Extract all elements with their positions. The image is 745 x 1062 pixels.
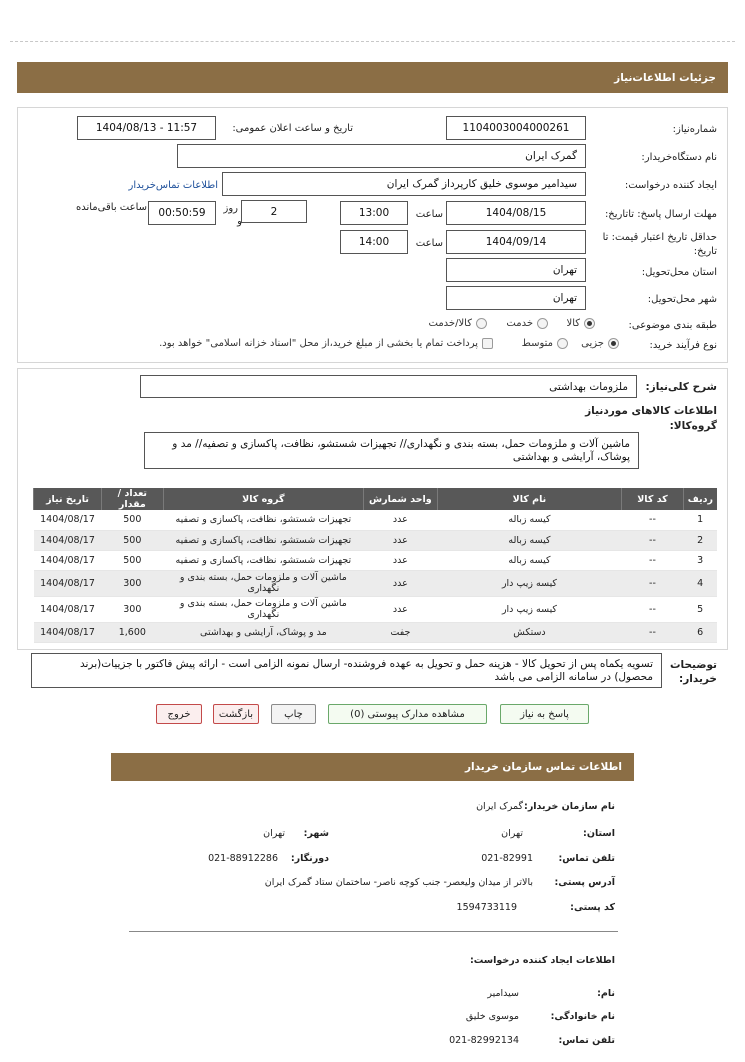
- category-option-goods[interactable]: کالا: [566, 318, 595, 329]
- price-validity-time-label: ساعت: [415, 238, 443, 249]
- process-option-minor[interactable]: جزیی: [581, 338, 619, 349]
- col-header-row-number: ردیف: [683, 488, 717, 510]
- days-label: روز: [223, 203, 238, 214]
- table-row: 6 -- دستکش جفت مد و پوشاک، آرایشی و بهداشتی 1,600 1404/08/17: [34, 622, 718, 642]
- category-label: طبقه بندی موضوعی:: [628, 320, 717, 331]
- col-header-date: تاریخ نیاز: [34, 488, 102, 510]
- deadline-date-field: 1404/08/15: [446, 201, 586, 225]
- category-option-service[interactable]: خدمت: [506, 318, 548, 329]
- contact-address-value: بالاتر از میدان ولیعصر- جنب کوچه ناصر- ساختمان ستاد گمرک ایران: [264, 877, 533, 888]
- table-row: 5 -- کیسه زیپ دار عدد ماشین آلات و ملزومات حمل، بسته بندی و نگهداری 300 1404/08/17: [34, 596, 718, 622]
- category-option-goods-service[interactable]: کالا/خدمت: [429, 318, 488, 329]
- contact-fax-value: 021-88912286: [208, 853, 278, 864]
- goods-group-text: ماشین آلات و ملزومات حمل، بسته بندی و نگهداری// تجهیزات شستشو، نظافت، پاکسازی و تصفیه// مد و پوشاک، آرایشی و بهداشتی: [172, 437, 630, 463]
- contact-phone-label: تلفن تماس:: [558, 853, 615, 864]
- city-label: شهر محل‌تحویل:: [647, 294, 717, 305]
- process-label: نوع فرآیند خرید:: [649, 340, 717, 351]
- contact-postal-value: 1594733119: [456, 902, 517, 913]
- contact-info-link[interactable]: اطلاعات تماس‌خریدار: [128, 180, 218, 191]
- province-label: استان محل‌تحویل:: [641, 267, 717, 278]
- items-table: [33, 488, 717, 643]
- back-button[interactable]: بازگشت: [213, 704, 259, 724]
- creator-family-label: نام خانوادگی:: [550, 1011, 615, 1022]
- buyer-notes-label: توضیحات خریدار:: [669, 659, 717, 685]
- table-row: 1 -- کیسه زباله عدد تجهیزات شستشو، نظافت، پاکسازی و تصفیه 500 1404/08/17: [34, 510, 718, 530]
- deadline-time-label: ساعت: [415, 209, 443, 220]
- exit-button[interactable]: خروج: [156, 704, 202, 724]
- buyer-notes-text: تسویه یکماه پس از تحویل کالا - هزینه حمل و تحویل به عهده فروشنده- ارسال نمونه الزامی است - ارائه پیش فاکتور با جزییات(برند محصول) در سامانه الزامی می باشد: [80, 657, 653, 683]
- buyer-notes-field: [31, 653, 662, 688]
- description-field: ملزومات بهداشتی: [140, 375, 637, 398]
- price-validity-label: حداقل تاریخ اعتبار قیمت: تا تاریخ:: [602, 232, 717, 257]
- contact-header: [111, 753, 634, 781]
- checkbox-icon: [482, 338, 493, 349]
- creator-name-label: نام:: [597, 988, 615, 999]
- col-header-quantity: تعداد / مقدار: [101, 488, 163, 510]
- radio-icon: [537, 318, 548, 329]
- contact-fax-label: دورنگار:: [290, 853, 329, 864]
- province-field: تهران: [446, 258, 586, 282]
- creator-field: سیدامیر موسوی خلیق کارپرداز گمرک ایران: [222, 172, 586, 196]
- remaining-time-field: 00:50:59: [148, 201, 216, 225]
- radio-icon: [608, 338, 619, 349]
- panel-header: [17, 62, 728, 93]
- contact-phone-value: 021-82991: [481, 853, 533, 864]
- creator-label: ایجاد کننده درخواست:: [624, 180, 717, 191]
- contact-divider: [129, 931, 618, 932]
- contact-city-label: شهر:: [303, 828, 329, 839]
- top-divider: [10, 41, 735, 42]
- goods-group-field: [144, 432, 639, 469]
- creator-info-title: اطلاعات ایجاد کننده درخواست:: [469, 955, 615, 966]
- remaining-label: ساعت باقی‌مانده: [75, 202, 147, 213]
- col-header-group: گروه کالا: [163, 488, 363, 510]
- goods-group-label: گروه‌کالا:: [669, 420, 717, 432]
- deadline-time-field: 13:00: [340, 201, 408, 225]
- print-button[interactable]: چاپ: [271, 704, 316, 724]
- radio-icon: [476, 318, 487, 329]
- contact-address-label: آدرس پستی:: [554, 877, 615, 888]
- table-header-row: [34, 488, 718, 510]
- price-validity-date-field: 1404/09/14: [446, 230, 586, 254]
- payment-checkbox[interactable]: پرداخت تمام یا بخشی از مبلغ خرید،از محل "اسناد خزانه اسلامی" خواهد بود.: [159, 338, 493, 349]
- contact-title: اطلاعات تماس سازمان خریدار: [465, 761, 622, 773]
- table-row: 2 -- کیسه زباله عدد تجهیزات شستشو، نظافت، پاکسازی و تصفیه 500 1404/08/17: [34, 530, 718, 550]
- contact-city-value: تهران: [263, 828, 285, 839]
- table-row: 4 -- کیسه زیپ دار عدد ماشین آلات و ملزومات حمل، بسته بندی و نگهداری 300 1404/08/17: [34, 570, 718, 596]
- goods-info-label: اطلاعات کالاهای موردنیاز: [585, 405, 717, 417]
- buyer-org-field: گمرک ایران: [177, 144, 586, 168]
- need-number-label: شماره‌نیاز:: [672, 124, 717, 135]
- contact-province-value: تهران: [501, 828, 523, 839]
- radio-icon: [557, 338, 568, 349]
- buyer-org-label: نام دستگاه‌خریدار:: [641, 152, 717, 163]
- price-validity-time-field: 14:00: [340, 230, 408, 254]
- process-option-medium[interactable]: متوسط: [522, 338, 568, 349]
- col-header-code: کد کالا: [622, 488, 684, 510]
- contact-org-label: نام سازمان خریدار:: [524, 801, 615, 812]
- creator-phone-label: تلفن تماس:: [558, 1035, 615, 1046]
- and-label: و: [237, 216, 242, 227]
- contact-org-value: گمرک ایران: [476, 801, 523, 812]
- deadline-label: مهلت ارسال پاسخ: تاتاریخ:: [604, 209, 717, 220]
- contact-province-label: استان:: [583, 828, 615, 839]
- table-row: 3 -- کیسه زباله عدد تجهیزات شستشو، نظافت، پاکسازی و تصفیه 500 1404/08/17: [34, 550, 718, 570]
- need-number-field: 1104003004000261: [446, 116, 586, 140]
- description-label: شرح کلی‌نیاز:: [645, 381, 717, 393]
- city-field: تهران: [446, 286, 586, 310]
- announce-field: 1404/08/13 - 11:57: [77, 116, 216, 140]
- contact-postal-label: کد پستی:: [570, 902, 615, 913]
- radio-icon: [584, 318, 595, 329]
- creator-name-value: سیدامیر: [487, 988, 519, 999]
- days-count-field: 2: [241, 200, 307, 223]
- col-header-unit: واحد شمارش: [364, 488, 438, 510]
- col-header-name: نام کالا: [437, 488, 621, 510]
- creator-family-value: موسوی خلیق: [465, 1011, 519, 1022]
- announce-label: تاریخ و ساعت اعلان عمومی:: [232, 123, 353, 134]
- reply-button[interactable]: پاسخ به نیاز: [500, 704, 589, 724]
- panel-title: جزئیات اطلاعات‌نیاز: [614, 71, 716, 84]
- creator-phone-value: 021-82992134: [449, 1035, 519, 1046]
- attachments-button[interactable]: مشاهده مدارک پیوستی (0): [328, 704, 487, 724]
